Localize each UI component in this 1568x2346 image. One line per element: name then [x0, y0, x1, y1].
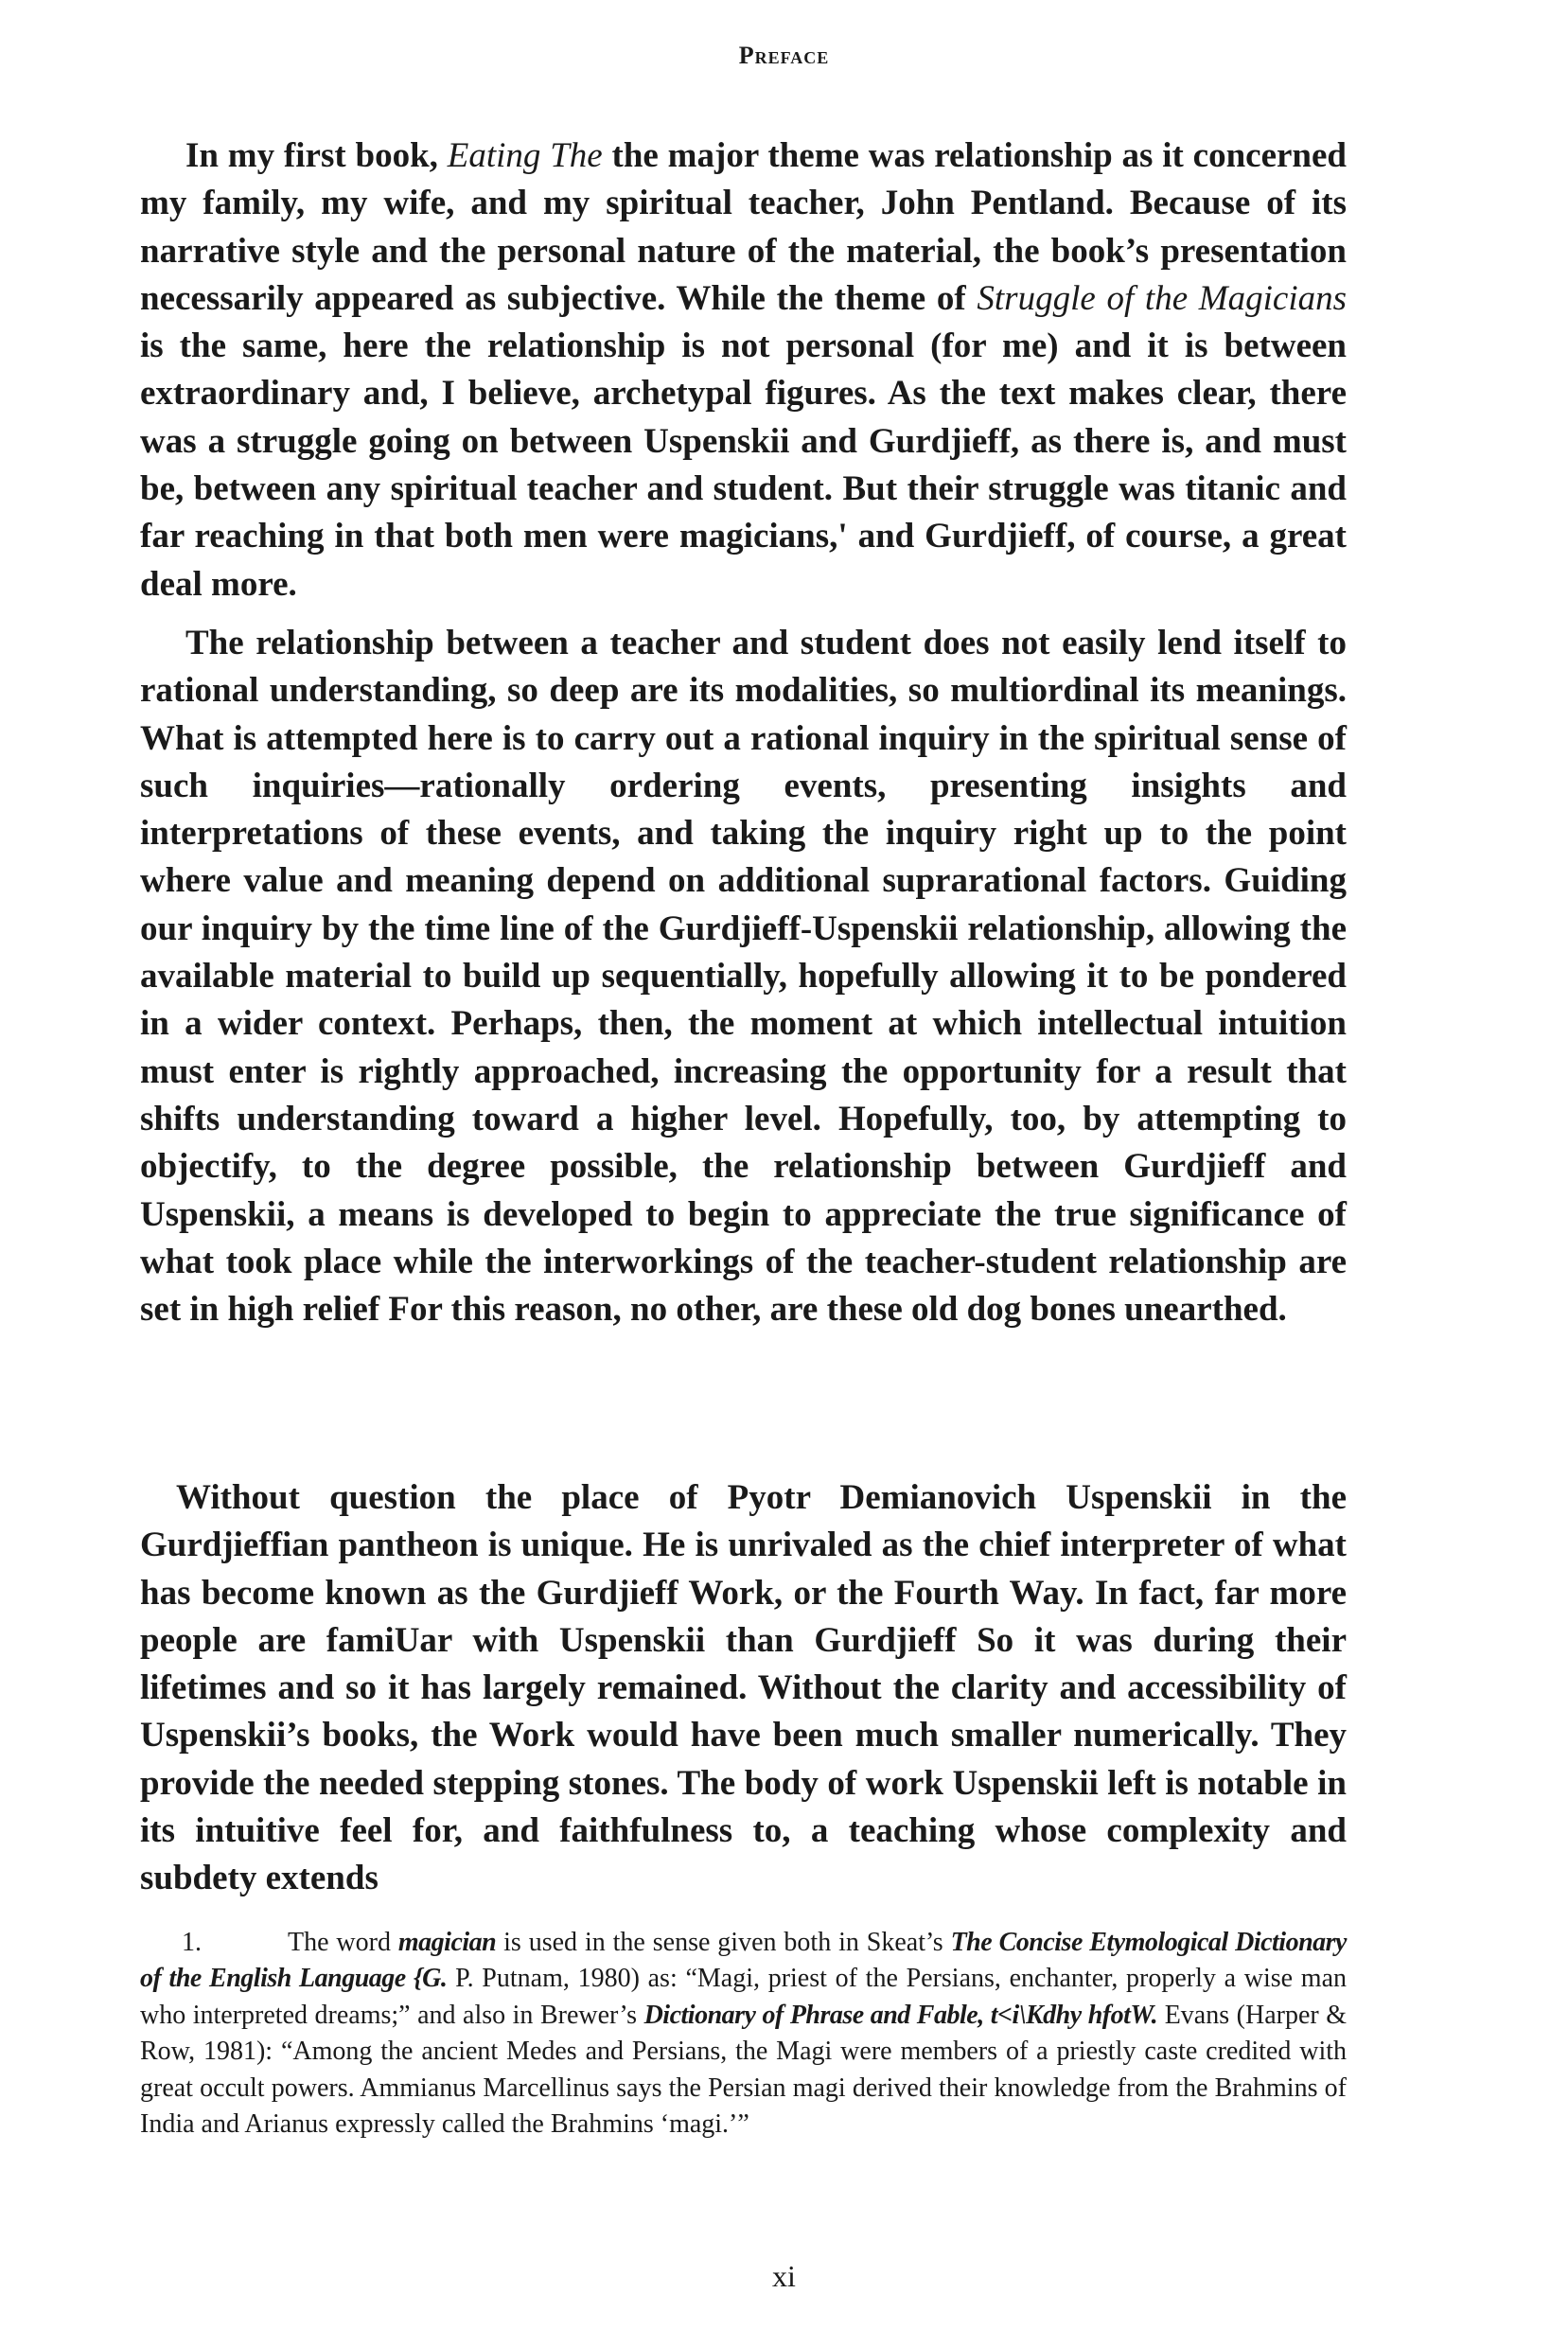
footnote-text-c: is used in the sense given both in Skeat’s [496, 1928, 951, 1957]
footnote-text-g: Evans (Harper & Row, 1981): “Among the ancient Medes and Persians, the Magi were members of a priestly caste credited with great occult powers. Ammianus Marcellinus says the Persian magi derived their knowledge from the Brahmins of India and Arianus expressly called the Brahmins ‘magi.’” [140, 2000, 1347, 2140]
paragraph-1-text-e: is the same, here the relationship is not personal (for me) and it is between extraordinary and, I believe, archetypal figures. As the text makes clear, there was a struggle going on between Uspenskii and Gurdjieff, as there is, and must be, between any spiritual teacher and student. But their struggle was titanic and far reaching in that both men were magicians,' and Gurdjieff, of course, a great deal more. [140, 326, 1347, 604]
footnote-title-skeat: The Concise Etymological Dictionary of the English Language {G. [140, 1928, 1347, 1994]
paragraph-1-text-c: the major theme was relationship as it concerned my family, my wife, and my spiritual teacher, John Pentland. Because of its narrative style and the personal nature of the material, the book’s presentation necessarily appeared as subjective. While the theme of [140, 136, 1347, 318]
footnote-title-brewer: Dictionary of Phrase and Fable, t<i\Kdhy hfotW. [643, 2000, 1158, 2030]
running-head: Preface [738, 42, 830, 69]
book-title-struggle: Struggle of the Magicians [977, 278, 1347, 318]
footnote-term-magician: magician [397, 1928, 497, 1957]
footnote-number: 1. [182, 1928, 202, 1957]
paragraph-1 [140, 132, 1347, 609]
page-number: xi [772, 2259, 796, 2293]
paragraph-1-text-a: In my first book, [185, 136, 448, 175]
book-title-eating-the: Eating The [447, 136, 603, 175]
footnote-1 [140, 1925, 1347, 2143]
paragraph-3: Without question the place of Pyotr Demianovich Uspenskii in the Gurdjieffian pantheon is unique. He is unrivaled as the chief interpreter of what has become known as the Gurdjieff Work, or the Fourth Way. In fact, far more people are famiUar with Uspenskii than Gurdjieff So it was during their lifetimes and so it has largely remained. Without the clarity and accessibility of Uspenskii’s books, the Work would have been much smaller numerically. They provide the needed stepping stones. The body of work Uspenskii left is notable in its intuitive feel for, and faithfulness to, a teaching whose complexity and subdety extends [140, 1478, 1347, 1898]
footnote-text-e: P. Putnam, 1980) as: “Magi, priest of the Persians, enchanter, properly a wise man who interpreted dreams;” and also in Brewer’s [140, 1964, 1348, 2030]
footnote-text-a: The word [288, 1928, 398, 1957]
paragraph-2: The relationship between a teacher and student does not easily lend itself to rational understanding, so deep are its modalities, so multiordinal its meanings. What is attempted here is to carry out a rational inquiry in the spiritual sense of such inquiries—rationally ordering events, presenting insights and interpretations of these events, and taking the inquiry right up to the point where value and meaning depend on additional suprarational factors. Guiding our inquiry by the time line of the Gurdjieff-Uspenskii relationship, allowing the available material to build up sequentially, hopefully allowing it to be pondered in a wider context. Perhaps, then, the moment at which intellectual intuition must enter is rightly approached, increasing the opportunity for a result that shifts understanding toward a higher level. Hopefully, too, by attempting to objectify, to the degree possible, the relationship between Gurdjieff and Uspenskii, a means is developed to begin to appreciate the true significance of what took place while the interworkings of the teacher-student relationship are set in high relief For this reason, no other, are these old dog bones unearthed. [140, 624, 1347, 1330]
